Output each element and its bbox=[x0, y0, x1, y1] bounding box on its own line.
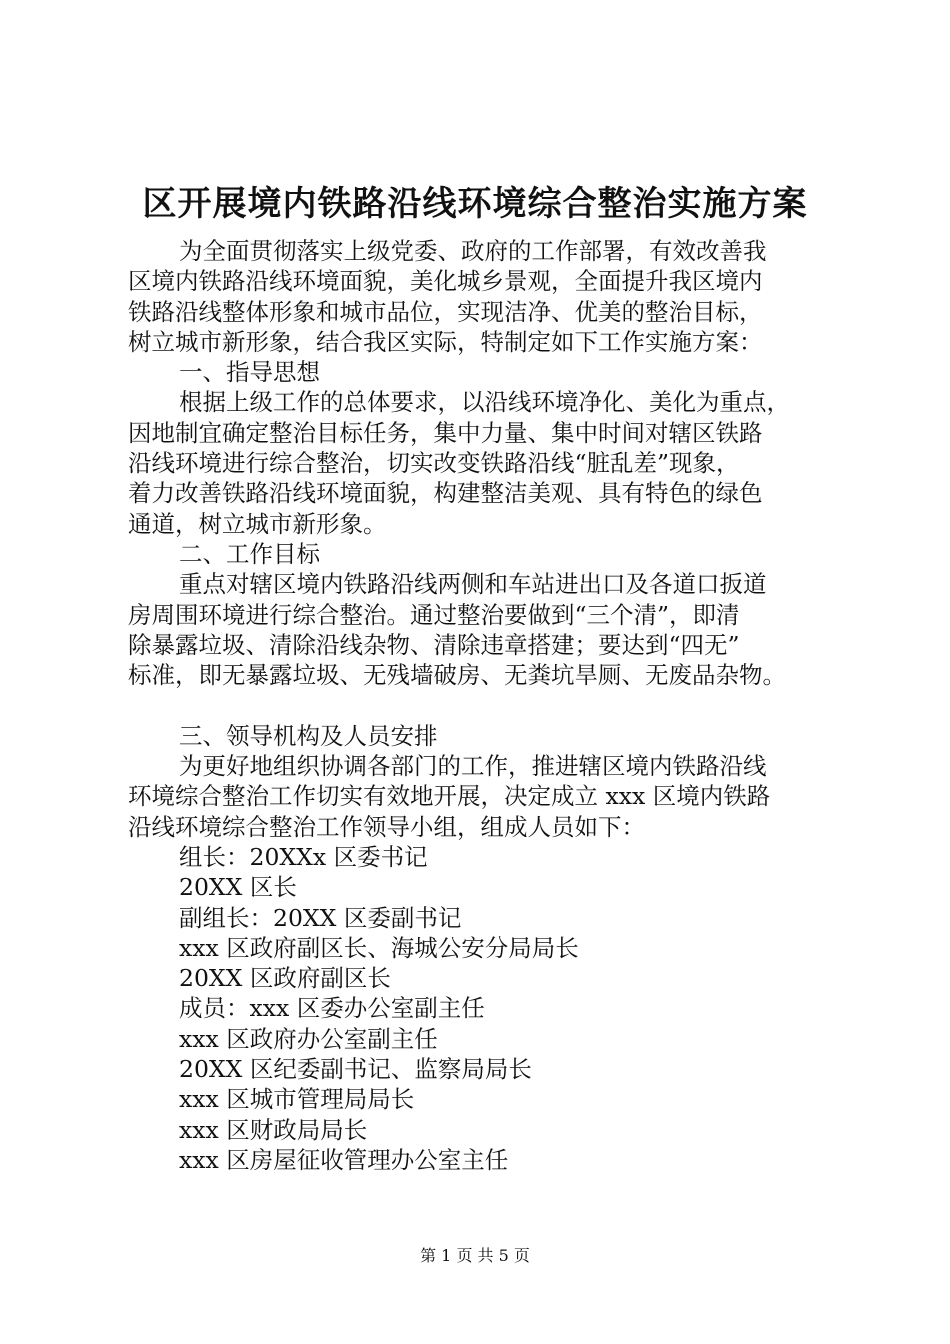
page-footer: 第 1 页 共 5 页 bbox=[420, 1246, 530, 1265]
paragraph-line: 铁路沿线整体形象和城市品位，实现洁净、优美的整治目标， bbox=[128, 297, 763, 326]
paragraph-line: 标准，即无暴露垃圾、无残墙破房、无粪坑旱厕、无废品杂物。 bbox=[128, 661, 786, 690]
paragraph-line: 环境综合整治工作切实有效地开展，决定成立 xxx 区境内铁路 bbox=[128, 782, 771, 811]
paragraph-line: 重点对辖区境内铁路沿线两侧和车站进出口及各道口扳道 bbox=[179, 570, 767, 599]
paragraph-line: 沿线环境进行综合整治，切实改变铁路沿线“脏乱差”现象， bbox=[128, 449, 740, 478]
paragraph-line: 除暴露垃圾、清除沿线杂物、清除违章搭建；要达到“四无” bbox=[128, 630, 740, 659]
paragraph-line: 因地制宜确定整治目标任务，集中力量、集中时间对辖区铁路 bbox=[128, 418, 763, 447]
section-heading: 二、工作目标 bbox=[179, 539, 320, 568]
member-line: xxx 区政府办公室副主任 bbox=[179, 1024, 438, 1053]
paragraph-line: 根据上级工作的总体要求，以沿线环境净化、美化为重点， bbox=[179, 388, 790, 417]
member-line: 组长：20XXx 区委书记 bbox=[179, 842, 428, 871]
member-line: xxx 区政府副区长、海城公安分局局长 bbox=[179, 933, 579, 962]
member-line: xxx 区财政局局长 bbox=[179, 1115, 368, 1144]
paragraph-line: 树立城市新形象，结合我区实际，特制定如下工作实施方案： bbox=[128, 327, 763, 356]
paragraph-line: 沿线环境综合整治工作领导小组，组成人员如下： bbox=[128, 812, 645, 841]
section-heading: 三、领导机构及人员安排 bbox=[179, 721, 438, 750]
member-line: xxx 区房屋征收管理办公室主任 bbox=[179, 1145, 509, 1174]
paragraph-line: 为更好地组织协调各部门的工作，推进辖区境内铁路沿线 bbox=[179, 752, 767, 781]
document-title: 区开展境内铁路沿线环境综合整治实施方案 bbox=[142, 184, 808, 224]
document-body bbox=[128, 236, 838, 1175]
member-line: 副组长：20XX 区委副书记 bbox=[179, 903, 462, 932]
paragraph-line: 区境内铁路沿线环境面貌，美化城乡景观，全面提升我区境内 bbox=[128, 267, 763, 296]
member-line: 成员：xxx 区委办公室副主任 bbox=[179, 994, 485, 1023]
member-line: 20XX 区长 bbox=[179, 873, 297, 902]
paragraph-line: 通道，树立城市新形象。 bbox=[128, 509, 387, 538]
member-line: 20XX 区政府副区长 bbox=[179, 964, 391, 993]
section-heading: 一、指导思想 bbox=[179, 358, 320, 387]
paragraph-line: 为全面贯彻落实上级党委、政府的工作部署，有效改善我 bbox=[179, 237, 767, 265]
member-line: xxx 区城市管理局局长 bbox=[179, 1085, 415, 1114]
blank-line bbox=[128, 690, 838, 720]
paragraph-line: 着力改善铁路沿线环境面貌，构建整洁美观、具有特色的绿色 bbox=[128, 479, 763, 508]
member-line: 20XX 区纪委副书记、监察局局长 bbox=[179, 1055, 532, 1084]
paragraph-line: 房周围环境进行综合整治。通过整治要做到“三个清”，即清 bbox=[128, 600, 740, 629]
